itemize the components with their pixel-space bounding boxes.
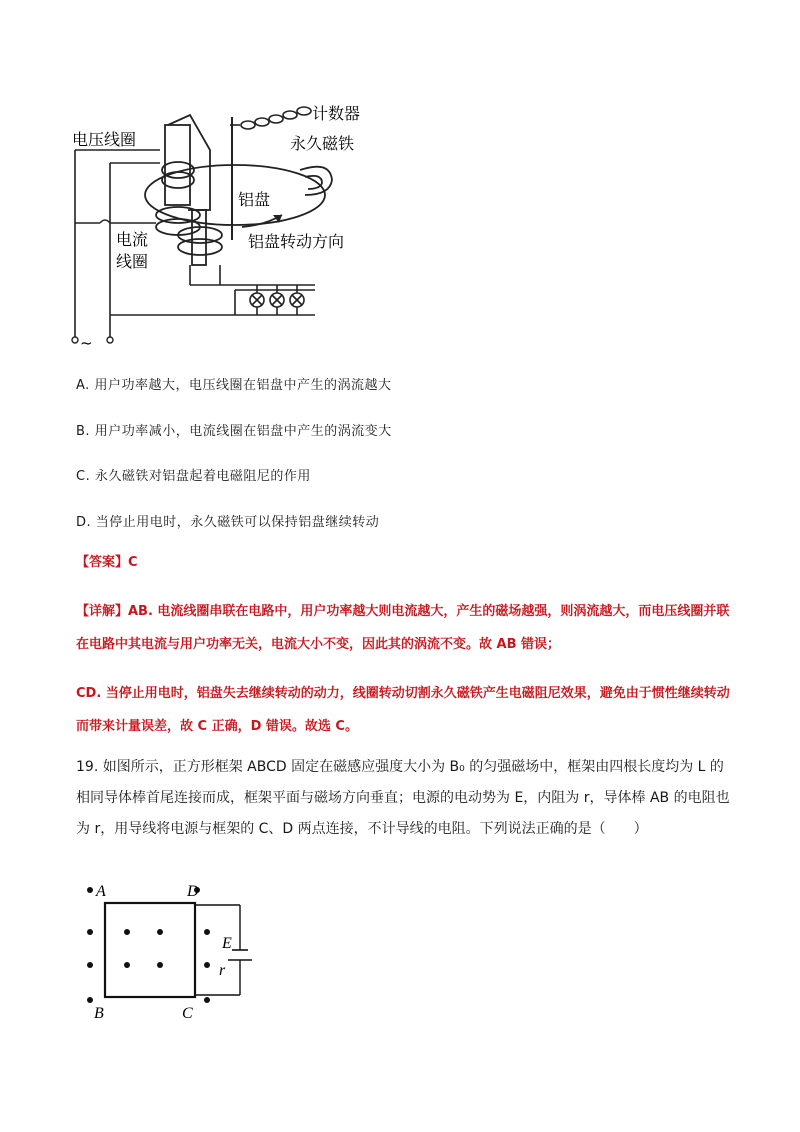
- terminal-left: [72, 337, 78, 343]
- option-a: [76, 374, 391, 393]
- aluminum-disc: [145, 165, 325, 225]
- option-a-letter: A.: [76, 378, 90, 393]
- terminal-right: [107, 337, 113, 343]
- option-c-letter: C.: [76, 469, 91, 484]
- vertex-c-label: C: [182, 1005, 193, 1020]
- electricity-meter-figure: [60, 95, 360, 350]
- square-frame-figure: [82, 880, 262, 1020]
- vertex-b-label: B: [94, 1005, 104, 1020]
- counter-chain-icon: [230, 107, 311, 129]
- option-d: [76, 511, 379, 530]
- ac-source-label: ~: [80, 334, 93, 350]
- resistance-r-label: r: [219, 962, 226, 979]
- option-c-text: 永久磁铁对铝盘起着电磁阻尼的作用: [94, 469, 311, 484]
- answer-text: 【答案】C: [76, 555, 138, 570]
- square-frame-abcd: [105, 903, 195, 997]
- vertex-a-label: A: [96, 883, 106, 900]
- option-d-text: 当停止用电时，永久磁铁可以保持铝盘继续转动: [95, 515, 380, 530]
- detail-paragraph-1: 【详解】AB. 电流线圈串联在电路中，用户功率越大则电流越大，产生的磁场越强，则涡流越大，而电压线圈并联在电路中其电流与用户功率无关，电流大小不变，因此其的涡流不变。故 AB 错误；: [76, 604, 730, 652]
- detail-paragraph-2: CD. 当停止用电时，铝盘失去继续转动的动力，线圈转动切割永久磁铁产生电磁阻尼效果，避免由于惯性继续转动而带来计量误差，故 C 正确，D 错误。故选 C。: [76, 686, 730, 734]
- option-d-letter: D.: [76, 515, 92, 530]
- counter-label: 计数器: [312, 104, 360, 123]
- disc-label: 铝盘: [238, 190, 271, 209]
- option-b-letter: B.: [76, 424, 91, 439]
- current-coil-icon: [156, 207, 222, 265]
- vertex-d-label: D: [187, 883, 199, 900]
- option-b-text: 用户功率减小，电流线圈在铝盘中产生的涡流变大: [94, 424, 392, 439]
- voltage-coil-label: 电压线圈: [72, 130, 137, 149]
- emf-e-label: E: [222, 935, 232, 952]
- current-coil-label-2: 线圈: [116, 252, 149, 271]
- rotation-direction-label: 铝盘转动方向: [248, 232, 345, 251]
- option-c: [76, 465, 311, 484]
- magnet-label: 永久磁铁: [290, 134, 355, 153]
- option-b: [76, 420, 392, 439]
- question-19-text: 19. 如图所示，正方形框架 ABCD 固定在磁感应强度大小为 B₀ 的匀强磁场中，框架由四根长度均为 L 的相同导体棒首尾连接而成，框架平面与磁场方向垂直；电源的电动势为 E，内阻为 r，导体棒 AB 的电阻也为 r，用导线将电源与框架的 C、D 两点连接，不计导线的电阻。下列说法正确的是（ ）: [76, 759, 730, 837]
- option-a-text: 用户功率越大，电压线圈在铝盘中产生的涡流越大: [94, 378, 392, 393]
- current-coil-label-1: 电流: [116, 230, 149, 249]
- voltage-coil-icon: [162, 115, 210, 210]
